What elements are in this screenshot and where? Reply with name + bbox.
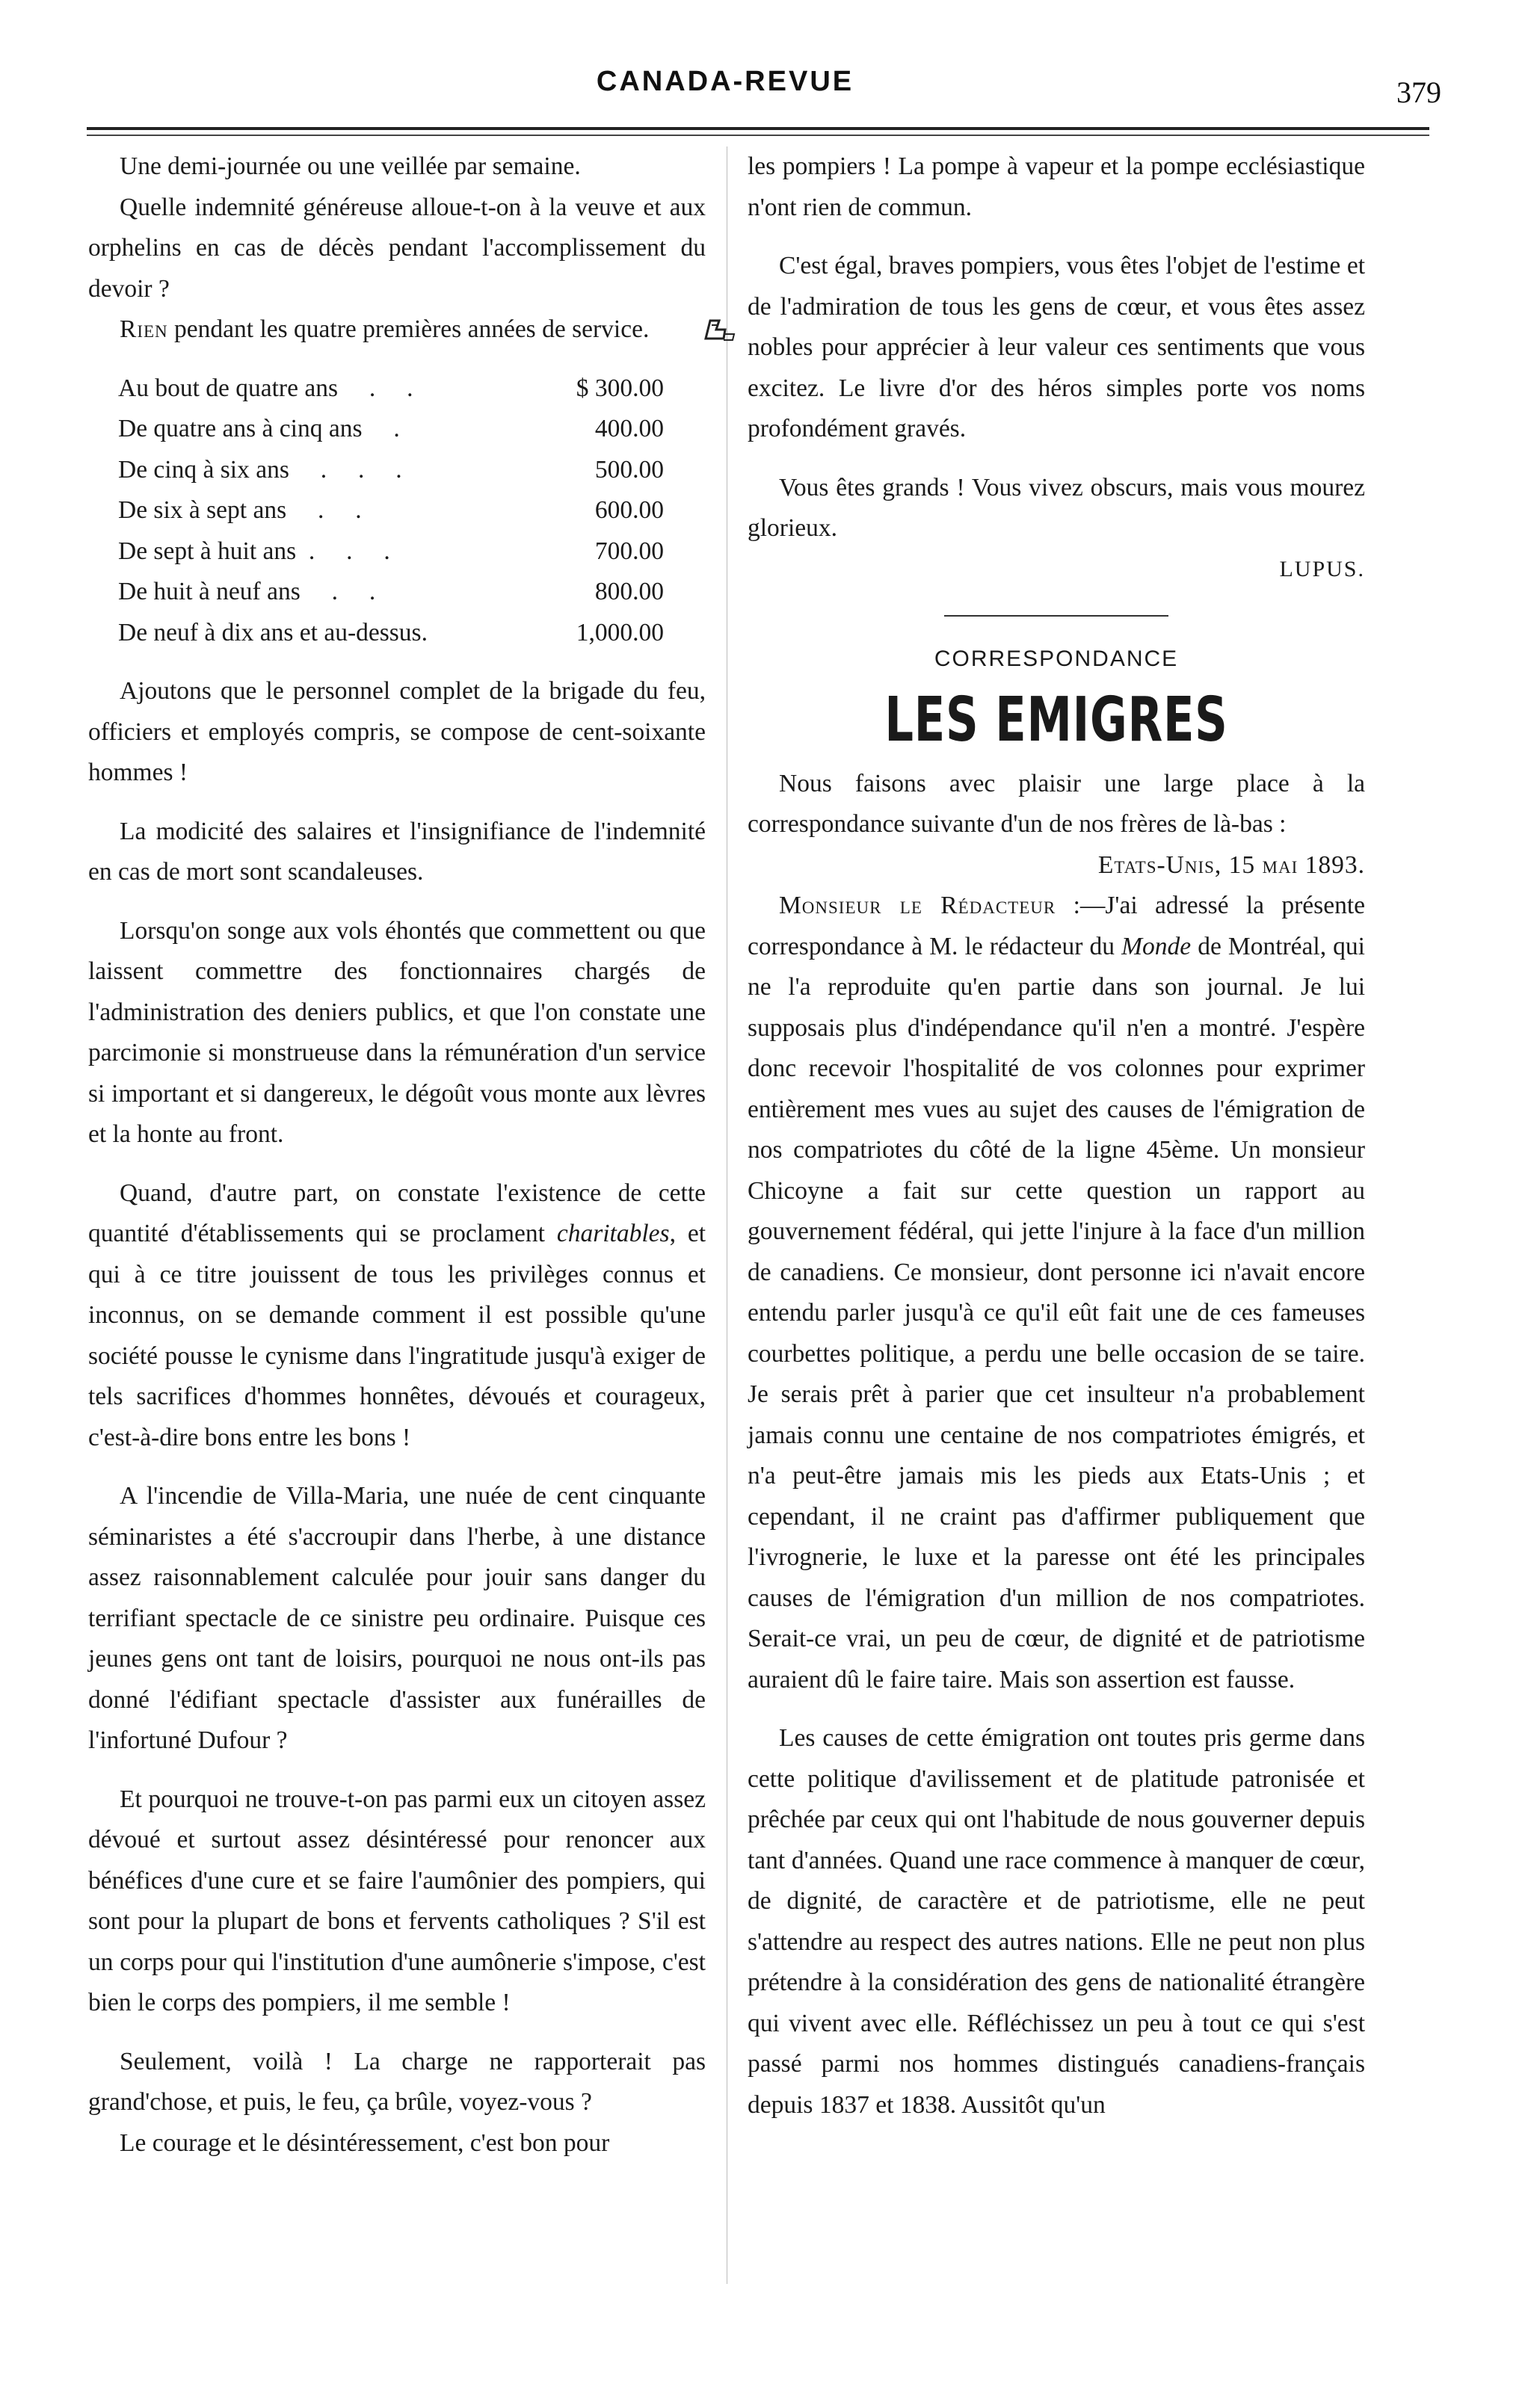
- salary-table: [118, 368, 664, 654]
- table-row: [118, 490, 664, 531]
- table-cell-amount: 500.00: [594, 455, 664, 484]
- dateline: Etats-Unis, 15 mai 1893.: [1097, 850, 1365, 879]
- table-cell-label: De sept à huit ans . . .: [118, 537, 390, 565]
- signature: LUPUS.: [1279, 556, 1365, 581]
- paragraph: Quelle indemnité généreuse alloue-t-on à la veuve et aux orphelins en cas de décès pendant l'accomplissement du devoir ?: [88, 193, 706, 303]
- table-row: [118, 450, 664, 491]
- paragraph: [88, 1173, 706, 1459]
- table-cell-label: Au bout de quatre ans . .: [118, 374, 413, 402]
- paragraph: Vous êtes grands ! Vous vivez obscurs, mais vous mourez glorieux.: [748, 473, 1365, 542]
- paragraph: Les causes de cette émigration ont toutes pris germe dans cette politique d'avilissement et de platitude patronisée et prêchée par ceux qui ont l'habitude de nous gouverner depuis tant d'années. Quand une race commence à manquer de cœur, de dignité, de caractère et de patriotisme, elle ne peut s'attendre au respect des autres nations. Elle ne peut non plus prétendre à la considération des gens de nationalité étrangère qui vivent avec elle. Réfléchissez un peu à tout ce qui s'est passé parmi nos hommes distingués canadiens-français depuis 1837 et 1838. Aussitôt qu'un: [748, 1724, 1365, 2119]
- table-row: [118, 409, 664, 450]
- headline: LES EMIGRES: [884, 684, 1228, 756]
- italic-word: charitables: [556, 1220, 670, 1247]
- table-row: [118, 572, 664, 613]
- table-cell-label: De huit à neuf ans . .: [118, 578, 376, 605]
- printer-ornament-icon: [671, 315, 706, 342]
- paragraph: Et pourquoi ne trouve-t-on pas parmi eux un citoyen assez dévoué et surtout assez désintéressé pour renoncer aux bénéfices d'une cure et se faire l'aumônier des pompiers, qui sont pour la plupart de bons et fervents catholiques ? S'il est un corps pour qui l'institution d'une aumônerie s'impose, c'est bien le corps des pompiers, il me semble !: [88, 1785, 706, 2016]
- table-row: [118, 368, 664, 410]
- paragraph: Nous faisons avec plaisir une large place à la correspondance suivante d'un de nos frères de là-bas :: [748, 769, 1365, 838]
- header-rule-thin: [87, 135, 1429, 136]
- paragraph-text: , et qui à ce titre jouissent de tous les privilèges connus et inconnus, on se demande comment il est possible qu'une société pousse le cynisme dans l'ingratitude jusqu'à exiger de tels sacrifices d'hommes honnêtes, dévoués et courageux, c'est-à-dire bons entre les bons !: [88, 1220, 706, 1451]
- paragraph: Seulement, voilà ! La charge ne rapporterait pas grand'chose, et puis, le feu, ça brûle, voyez-vous ?: [88, 2047, 706, 2116]
- table-cell-amount: 800.00: [594, 578, 664, 605]
- table-cell-amount: 1,000.00: [576, 618, 664, 646]
- right-column: [748, 146, 1365, 2125]
- table-cell-label: De cinq à six ans . . .: [118, 455, 402, 484]
- table-cell-amount: 400.00: [594, 415, 664, 442]
- table-cell-amount: 700.00: [594, 537, 664, 565]
- paragraph: C'est égal, braves pompiers, vous êtes l'objet de l'estime et de l'admiration de tous les gens de cœur, et vous êtes assez nobles pour apprécier à leur valeur ces sentiments que vous excitez. Le livre d'or des héros simples porte vos noms profondément gravés.: [748, 252, 1365, 442]
- running-title: CANADA-REVUE: [596, 66, 854, 97]
- table-cell-amount: 600.00: [594, 496, 664, 524]
- table-row: [118, 613, 664, 654]
- paragraph: Le courage et le désintéressement, c'est bon pour: [120, 2128, 610, 2157]
- paragraph: Ajoutons que le personnel complet de la brigade du feu, officiers et employés compris, se compose de cent-soixante hommes !: [88, 677, 706, 786]
- salutation: Monsieur le Rédacteur: [779, 892, 1056, 919]
- paragraph: La modicité des salaires et l'insignifiance de l'indemnité en cas de mort sont scandaleuses.: [88, 817, 706, 886]
- table-cell-label: De six à sept ans . .: [118, 496, 362, 524]
- table-cell-label: De quatre ans à cinq ans .: [118, 415, 400, 442]
- header-rule: [87, 127, 1429, 130]
- table-row: [118, 531, 664, 572]
- paragraph: [88, 309, 706, 351]
- paragraph-text: :—J'ai adressé la présente correspondance à M. le rédacteur du: [748, 892, 1365, 960]
- paragraph-text: Quand, d'autre part, on constate l'existence de cette quantité d'établissements qui se proclament: [88, 1179, 706, 1247]
- paragraph: les pompiers ! La pompe à vapeur et la pompe ecclésiastique n'ont rien de commun.: [748, 152, 1365, 221]
- section-rule: [944, 615, 1168, 617]
- page-number: 379: [1396, 75, 1441, 109]
- italic-word: Monde: [1121, 932, 1192, 960]
- table-cell-amount: $ 300.00: [576, 374, 664, 402]
- small-caps-word: Rien: [120, 315, 168, 343]
- paragraph-text: de Montréal, qui ne l'a reproduite qu'en partie dans son journal. Je lui supposais plus d'indépendance qu'il n'en a montré. J'espère donc recevoir l'hospitalité de vos colonnes pour exprimer entièrement mes vues au sujet des causes de l'émigration de nos compatriotes du côté de la ligne 45ème. Un monsieur Chicoyne a fait sur cette question un rapport au gouvernement fédéral, qui jette l'injure à la face d'un million de canadiens. Ce monsieur, dont personne ici n'avait encore entendu parler jusqu'à ce qu'il eût fait une de ces fameuses courbettes politique, a perdu une belle occasion de se taire. Je serais prêt à parier que cet insulteur n'a probablement jamais connu une centaine de nos compatriotes émigrés, et n'a peut-être jamais mis les pieds aux Etats-Unis ; et cependant, il ne craint pas d'affirmer publiquement que l'ivrognerie, le luxe et la paresse ont été les principales causes de l'émigration d'un million de nos compatriotes. Serait-ce vrai, un peu de cœur, de dignité et de patriotisme auraient dû le faire taire. Mais son assertion est fausse.: [748, 932, 1365, 1694]
- paragraph: Lorsqu'on songe aux vols éhontés que commettent ou que laissent commettre des fonctionnaires chargés de l'administration des deniers publics, et que l'on constate une parcimonie si monstrueuse dans la rémunération d'un service si important et si dangereux, le dégoût vous monte aux lèvres et la honte au front.: [88, 916, 706, 1148]
- paragraph: Une demi-journée ou une veillée par semaine.: [120, 152, 581, 180]
- paragraph: A l'incendie de Villa-Maria, une nuée de cent cinquante séminaristes a été s'accroupir dans l'herbe, à une distance assez raisonnablement calculée pour jouir sans danger du terrifiant spectacle de ce sinistre peu ordinaire. Puisque ces jeunes gens ont tant de loisirs, pourquoi ne nous ont-ils pas donné l'édifiant spectacle d'assister aux funérailles de l'infortuné Dufour ?: [88, 1482, 706, 1754]
- paragraph-text: pendant les quatre premières années de service.: [167, 315, 650, 343]
- left-column: [88, 146, 706, 2164]
- paragraph: [748, 886, 1365, 1700]
- section-label: CORRESPONDANCE: [934, 646, 1179, 671]
- table-cell-label: De neuf à dix ans et au-dessus.: [118, 618, 428, 646]
